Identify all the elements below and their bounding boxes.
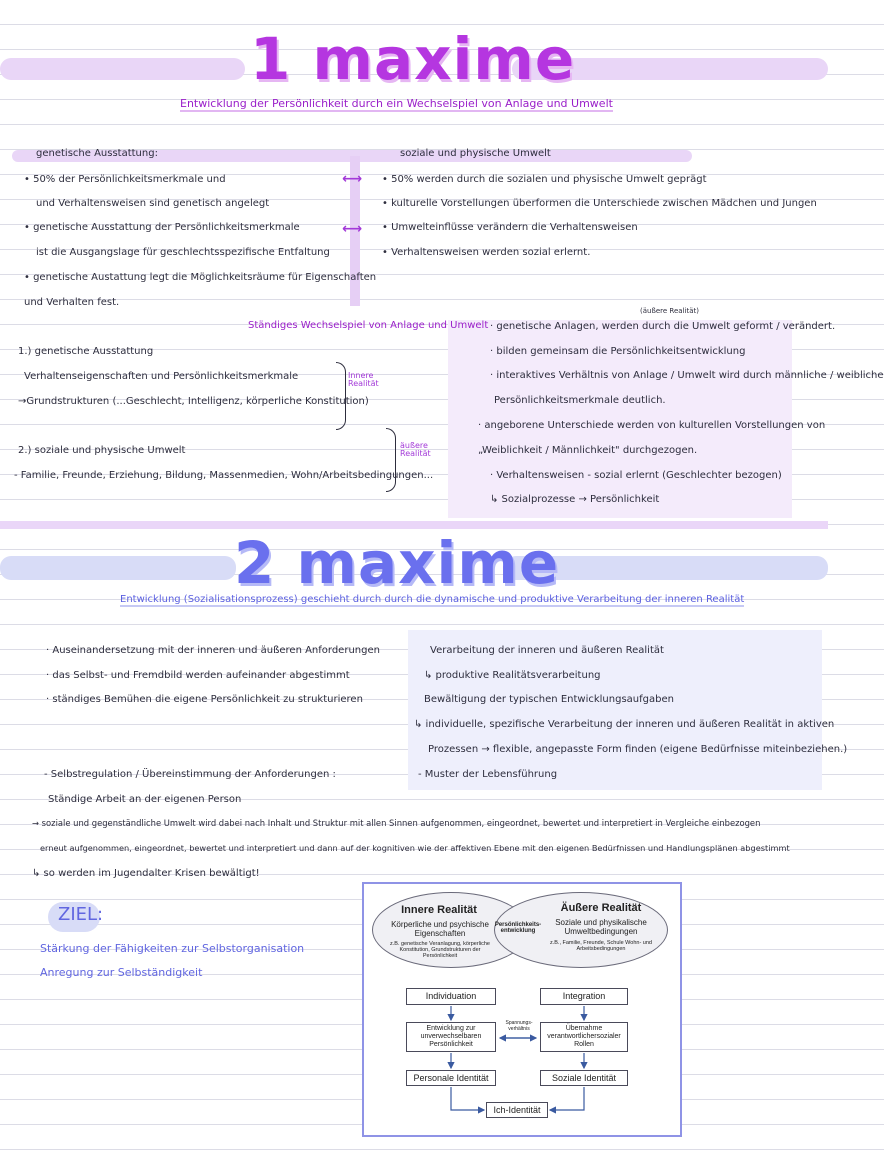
s2-left-line-2: · das Selbst- und Fremdbild werden aufeinander abgestimmt	[46, 670, 350, 681]
double-arrow-icon: ⟷	[342, 171, 363, 187]
wechselspiel-heading: Ständiges Wechselspiel von Anlage und Umwelt	[248, 320, 489, 331]
section1-subtitle: Entwicklung der Persönlichkeit durch ein Wechselspiel von Anlage und Umwelt	[180, 97, 613, 110]
panel-note: (äußere Realität)	[640, 307, 699, 315]
right-line-1: • 50% werden durch die sozialen und physische Umwelt geprägt	[382, 174, 707, 185]
list2-heading: 2.) soziale und physische Umwelt	[18, 445, 186, 456]
s2-right-line-4: ↳ individuelle, spezifische Verarbeitung der inneren und äußeren Realität in aktiven	[414, 719, 835, 730]
long-line-3: ↳ so werden im Jugendalter Krisen bewältigt!	[32, 868, 260, 879]
personale-identitaet-box: Personale Identität	[406, 1070, 496, 1086]
s2-right-line-1: Verarbeitung der inneren und äußeren Realität	[430, 645, 664, 656]
innere-small: z.B. genetische Veranlagung, körperliche Konstitution, Grundstrukturen der Persönlichkeit	[390, 941, 490, 959]
aeussere-title: Äußere Realität	[560, 902, 642, 914]
list1-line-2: →Grundstrukturen (...Geschlecht, Intelligenz, körperliche Konstitution)	[18, 396, 369, 407]
list2-line: - Familie, Freunde, Erziehung, Bildung, Massenmedien, Wohn/Arbeitsbedingungen...	[14, 470, 434, 481]
long-line-2: erneut aufgenommen, eingeordnet, bewertet und interpretiert und dann auf der kognitiven wie der affektiven Ebene mit den eigenen Bedürfnissen und Handlungsplänen abgestimmt	[40, 843, 790, 853]
innere-brace	[336, 362, 346, 430]
s2-right-line-6: - Muster der Lebensführung	[418, 769, 558, 780]
s2-right-line-5: Prozessen → flexible, angepasste Form finden (eigene Bedürfnisse miteinbeziehen.)	[428, 744, 848, 755]
title2-highlight-left	[0, 556, 236, 580]
panel-line-6: „Weiblichkeit / Männlichkeit" durchgezogen.	[478, 445, 698, 456]
innere-realitaet-label: Innere Realität	[348, 371, 379, 389]
long-line-1: → soziale und gegenständliche Umwelt wird dabei nach Inhalt und Struktur mit allen Sinnen aufgenommen, eingeordnet, bewertet und interpretiert in Vergleiche einbezogen	[32, 818, 761, 828]
panel-line-5: · angeborene Unterschiede werden von kulturellen Vorstellungen von	[478, 420, 826, 431]
list1-line-1: Verhaltenseigenschaften und Persönlichkeitsmerkmale	[24, 371, 299, 382]
soziale-identitaet-box: Soziale Identität	[540, 1070, 628, 1086]
aeussere-realitaet-label: äußere Realität	[400, 441, 431, 459]
ziel-line-2: Anregung zur Selbständigkeit	[40, 966, 203, 979]
s2-right-line-3: Bewältigung der typischen Entwicklungsaufgaben	[424, 694, 674, 705]
aeussere-brace	[386, 428, 396, 492]
uebernahme-box: Übernahme verantwortlichersozialer Rollen	[540, 1022, 628, 1052]
panel-line-8: ↳ Sozialprozesse → Persönlichkeit	[490, 494, 660, 505]
left-line-3: • genetische Ausstattung der Persönlichkeitsmerkmale	[24, 222, 300, 233]
spannungsverhaeltnis-label: Spannungs-verhältnis	[505, 1020, 533, 1032]
selbstregulation-sub: Ständige Arbeit an der eigenen Person	[48, 794, 242, 805]
innere-title: Innere Realität	[401, 904, 477, 916]
title-highlight-left	[0, 58, 245, 80]
double-arrow-icon: ⟷	[342, 221, 363, 237]
left-line-2: und Verhaltensweisen sind genetisch angelegt	[36, 198, 270, 209]
aeussere-small: z.B., Familie, Freunde, Schule Wohn- und Arbeitsbedingungen	[549, 940, 652, 952]
aeussere-sub: Soziale und physikalische Umweltbedingungen	[555, 918, 647, 936]
ziel-line-1: Stärkung der Fähigkeiten zur Selbstorganisation	[40, 942, 305, 955]
innere-sub: Körperliche und psychische Eigenschaften	[391, 920, 489, 938]
s2-left-line-3: · ständiges Bemühen die eigene Persönlichkeit zu strukturieren	[46, 694, 363, 705]
panel-line-7: · Verhaltensweisen - sozial erlernt (Geschlechter bezogen)	[490, 470, 782, 481]
center-label: Persönlichkeits-entwicklung	[494, 922, 542, 934]
section2-subtitle: Entwicklung (Sozialisationsprozess) geschieht durch durch die dynamische und produktive Verarbeitung der inneren Realität	[120, 594, 745, 605]
sozialisation-diagram	[362, 882, 682, 1137]
ziel-label: ZIEL:	[58, 904, 104, 925]
s2-right-line-2: ↳ produktive Realitätsverarbeitung	[424, 670, 601, 681]
left-line-5: • genetische Austattung legt die Möglichkeitsräume für Eigenschaften	[24, 272, 377, 283]
section-divider	[0, 521, 828, 529]
left-line-4: ist die Ausgangslage für geschlechtsspezifische Entfaltung	[36, 247, 330, 258]
page-title-maxime-2: 2 maxime	[234, 529, 560, 597]
right-line-4: • Verhaltensweisen werden sozial erlernt.	[382, 247, 591, 258]
left-line-1: • 50% der Persönlichkeitsmerkmale und	[24, 174, 226, 185]
page-title-maxime-1: 1 maxime	[250, 25, 576, 93]
left-heading: genetische Ausstattung:	[36, 148, 158, 159]
panel-line-3: · interaktives Verhältnis von Anlage / Umwelt wird durch männliche / weibliche	[490, 370, 884, 381]
panel-line-4: Persönlichkeitsmerkmale deutlich.	[494, 395, 666, 406]
panel-line-2: · bilden gemeinsam die Persönlichkeitsentwicklung	[490, 346, 746, 357]
right-line-2: • kulturelle Vorstellungen überformen die Unterschiede zwischen Mädchen und Jungen	[382, 198, 817, 209]
s2-left-line-1: · Auseinandersetzung mit der inneren und äußeren Anforderungen	[46, 645, 380, 656]
integration-box: Integration	[540, 988, 628, 1005]
panel-line-1: · genetische Anlagen, werden durch die Umwelt geformt / verändert.	[490, 321, 836, 332]
individuation-box: Individuation	[406, 988, 496, 1005]
right-heading: soziale und physische Umwelt	[400, 148, 551, 159]
entwicklung-box: Entwicklung zur unverwechselbaren Persönlichkeit	[406, 1022, 496, 1052]
selbstregulation-heading: - Selbstregulation / Übereinstimmung der Anforderungen :	[44, 769, 336, 780]
left-line-6: und Verhalten fest.	[24, 297, 120, 308]
ich-identitaet-box: Ich-Identität	[486, 1102, 548, 1118]
right-line-3: • Umwelteinflüsse verändern die Verhaltensweisen	[382, 222, 638, 233]
diagram-arrows	[364, 884, 684, 1139]
list1-heading: 1.) genetische Ausstattung	[18, 346, 154, 357]
